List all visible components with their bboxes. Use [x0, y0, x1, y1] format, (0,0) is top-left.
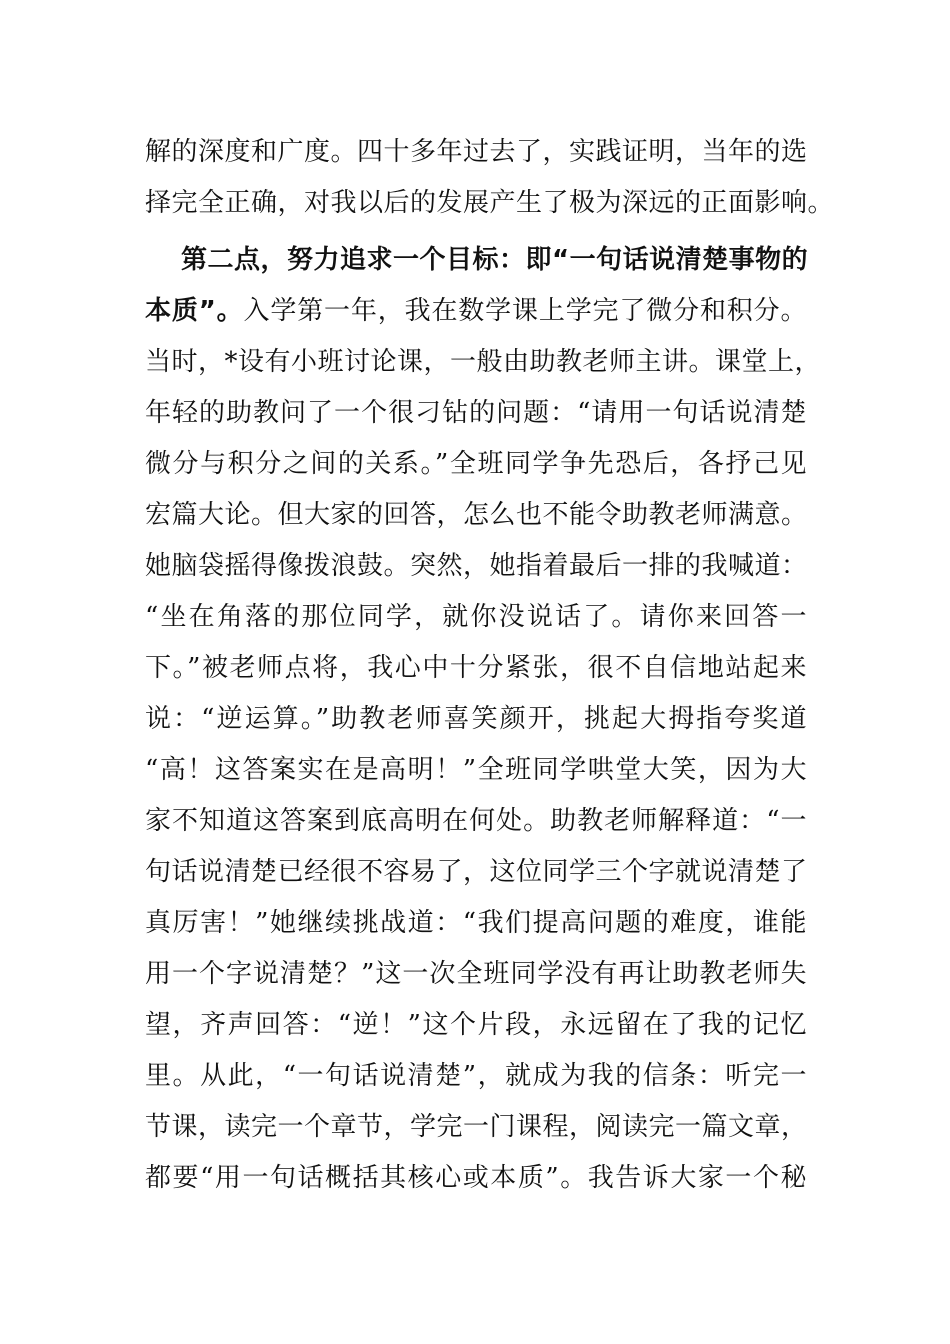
text-line: 望，齐声回答：“逆！”这个片段，永远留在了我的记忆: [145, 1010, 807, 1040]
text-line: 说：“逆运算。”助教老师喜笑颜开，挑起大拇指夸奖道: [145, 704, 807, 734]
text-line: 解的深度和广度。四十多年过去了，实践证明，当年的选: [145, 137, 808, 167]
body-text: [145, 127, 835, 1204]
text-line: 节课，读完一个章节，学完一门课程，阅读完一篇文章，: [145, 1112, 808, 1142]
paragraph-2: [145, 235, 822, 1204]
text-line: 真厉害！”她继续挑战道：“我们提高问题的难度，谁能: [145, 908, 807, 938]
text-line: “高！这答案实在是高明！”全班同学哄堂大笑，因为大: [145, 755, 807, 785]
text-line: 年轻的助教问了一个很刁钻的问题：“请用一句话说清楚: [145, 398, 807, 428]
text-line: [145, 286, 807, 337]
text-line: 择完全正确，对我以后的发展产生了极为深远的正面影响。: [145, 188, 835, 218]
paragraph-1: [145, 127, 835, 229]
section-heading: 第二点，努力追求一个目标：即“一句话说清楚事物的: [181, 245, 809, 275]
text-line: 当时，*设有小班讨论课，一般由助教老师主讲。课堂上，: [145, 347, 822, 377]
text-line: “坐在角落的那位同学，就你没说话了。请你来回答一: [145, 602, 807, 632]
text-line: 用一个字说清楚？”这一次全班同学没有再让助教老师失: [145, 959, 807, 989]
text-line: 微分与积分之间的关系。”全班同学争先恐后，各抒己见: [145, 449, 807, 479]
section-heading-end: 本质”。: [145, 296, 244, 326]
text-line: 家不知道这答案到底高明在何处。助教老师解释道：“一: [145, 806, 807, 836]
text-line: 下。”被老师点将，我心中十分紧张，很不自信地站起来: [145, 653, 807, 683]
text-line: 句话说清楚已经很不容易了，这位同学三个字就说清楚了: [145, 857, 808, 887]
text-line: 都要“用一句话概括其核心或本质”。我告诉大家一个秘: [145, 1163, 807, 1193]
text-line: 宏篇大论。但大家的回答，怎么也不能令助教老师满意。: [145, 500, 808, 530]
text-line: 她脑袋摇得像拨浪鼓。突然，她指着最后一排的我喊道：: [145, 551, 808, 581]
text-span: 入学第一年，我在数学课上学完了微分和积分。: [243, 296, 807, 326]
text-line: 里。从此，“一句话说清楚”，就成为我的信条：听完一: [145, 1061, 807, 1091]
